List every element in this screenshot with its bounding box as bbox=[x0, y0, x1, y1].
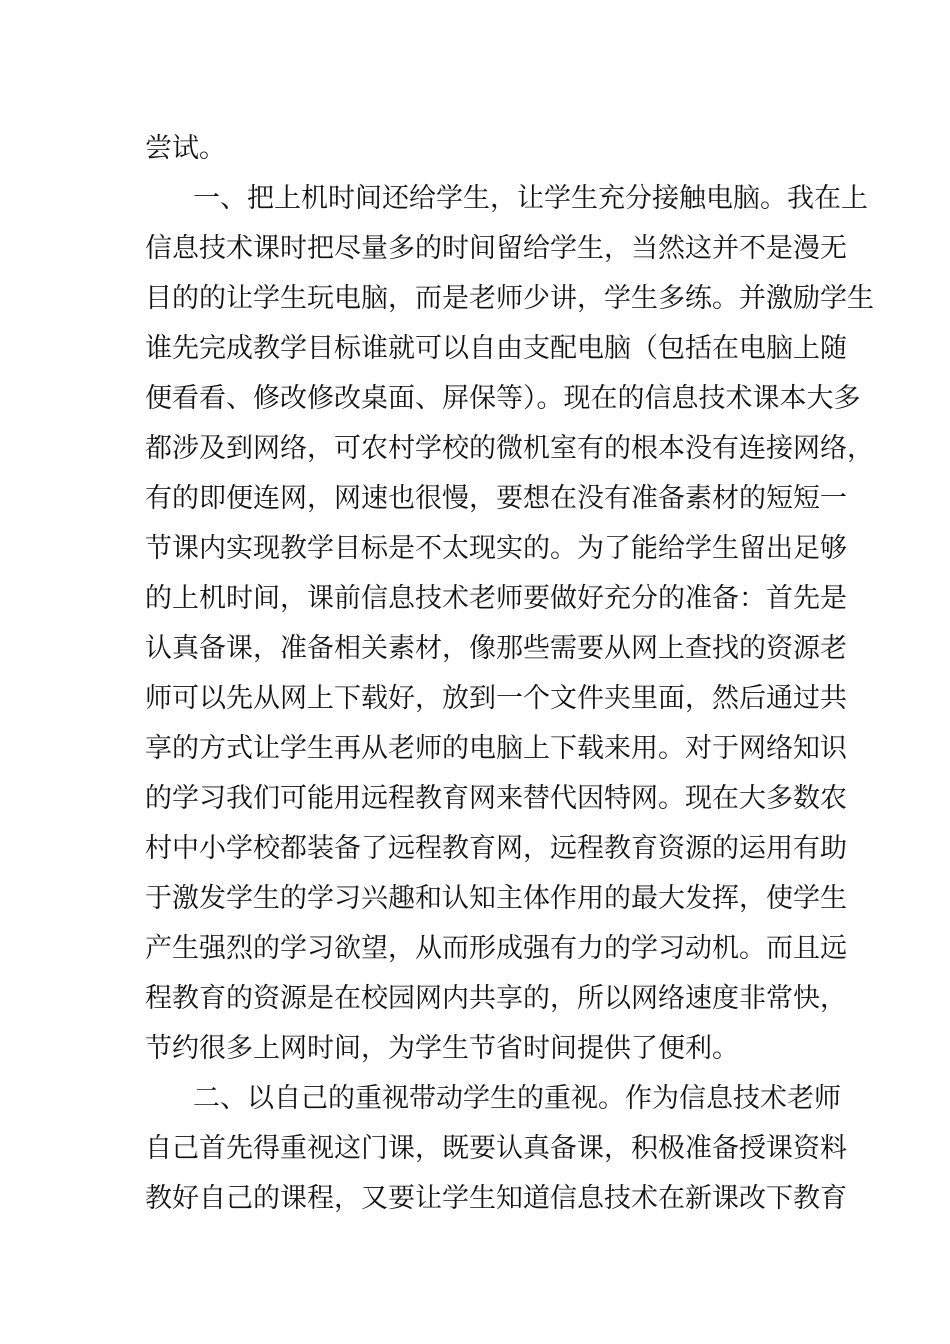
text-line: 产生强烈的学习欲望，从而形成强有力的学习动机。而且远 bbox=[145, 933, 847, 964]
text-line: 目的的让学生玩电脑，而是老师少讲，学生多练。并激励学生 bbox=[145, 283, 874, 314]
text-line: 节课内实现教学目标是不太现实的。为了能给学生留出足够 bbox=[145, 533, 847, 564]
text-line: 师可以先从网上下载好，放到一个文件夹里面，然后通过共 bbox=[145, 683, 847, 714]
text-line: 都涉及到网络，可农村学校的微机室有的根本没有连接网络， bbox=[145, 433, 874, 464]
text-line: 的学习我们可能用远程教育网来替代因特网。现在大多数农 bbox=[145, 783, 847, 814]
text-line: 认真备课，准备相关素材，像那些需要从网上查找的资源老 bbox=[145, 633, 847, 664]
text-line: 信息技术课时把尽量多的时间留给学生，当然这并不是漫无 bbox=[145, 233, 847, 264]
text-line: 有的即便连网，网速也很慢，要想在没有准备素材的短短一 bbox=[145, 483, 847, 514]
text-line: 村中小学校都装备了远程教育网，远程教育资源的运用有助 bbox=[145, 833, 847, 864]
text-line: 谁先完成教学目标谁就可以自由支配电脑（包括在电脑上随 bbox=[145, 333, 847, 364]
text-line: 节约很多上网时间，为学生节省时间提供了便利。 bbox=[145, 1033, 739, 1064]
text-line: 程教育的资源是在校园网内共享的，所以网络速度非常快， bbox=[145, 983, 847, 1014]
paragraph-2-first-line: 二、以自己的重视带动学生的重视。作为信息技术老师 bbox=[193, 1083, 841, 1114]
paragraph-1-first-line: 一、把上机时间还给学生，让学生充分接触电脑。我在上 bbox=[193, 183, 868, 214]
text-line: 自己首先得重视这门课，既要认真备课，积极准备授课资料 bbox=[145, 1133, 847, 1164]
text-line: 的上机时间，课前信息技术老师要做好充分的准备：首先是 bbox=[145, 583, 847, 614]
text-line: 便看看、修改修改桌面、屏保等）。现在的信息技术课本大多 bbox=[145, 383, 861, 414]
text-line: 于激发学生的学习兴趣和认知主体作用的最大发挥，使学生 bbox=[145, 883, 847, 914]
text-line: 教好自己的课程，又要让学生知道信息技术在新课改下教育 bbox=[145, 1183, 847, 1214]
text-line: 享的方式让学生再从老师的电脑上下载来用。对于网络知识 bbox=[145, 733, 847, 764]
text-line: 尝试。 bbox=[145, 133, 226, 164]
